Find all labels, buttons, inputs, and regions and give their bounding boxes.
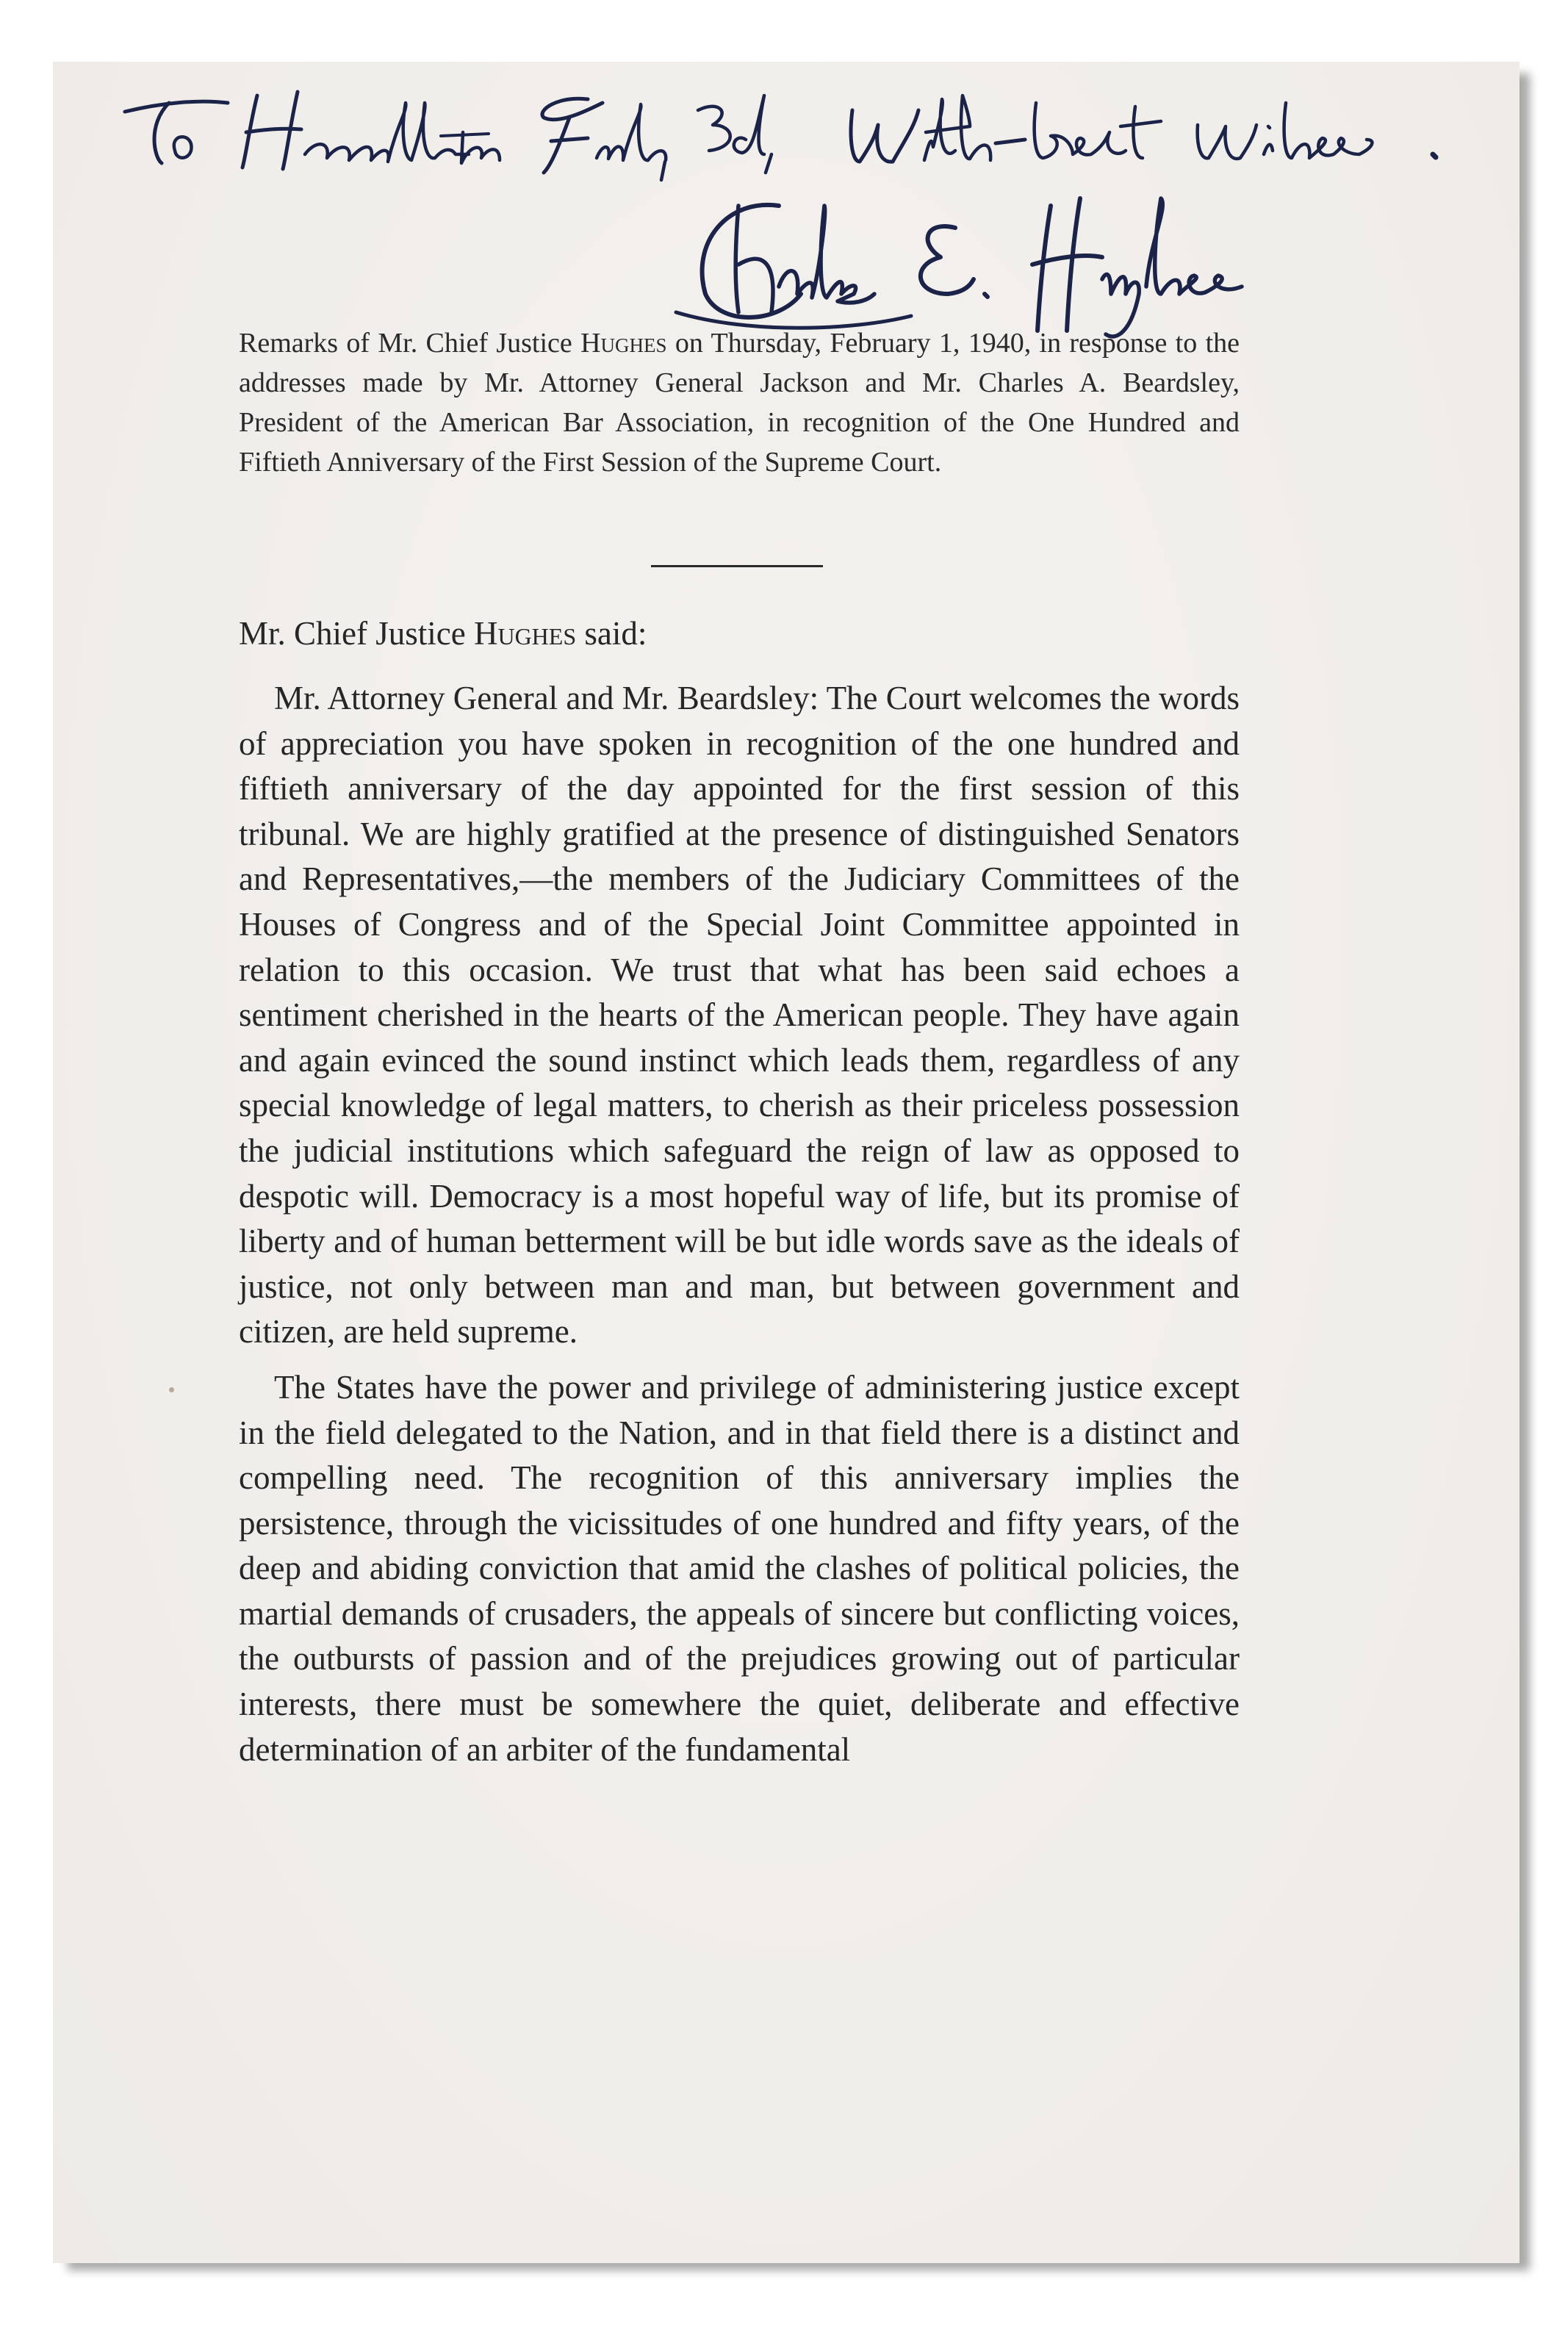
section-divider [651, 565, 823, 567]
paper-speck [169, 1387, 174, 1392]
speaker-name: Hughes [473, 615, 577, 652]
caption-line-1: Remarks of Mr. Chief Justice [239, 328, 572, 359]
body-text [239, 676, 1240, 1783]
speaker-line [239, 610, 1240, 657]
caption-line-2: on Thursday, February 1, 1940, in response to the addresses made by Mr. Attorney General Jackson and Mr. Charles A. Beardsley, President of the American Bar Association, in recognition of the One Hundred and Fiftieth Anniversary of the First Session of the Supreme Court. [239, 328, 1240, 478]
paragraph: Mr. Attorney General and Mr. Beardsley: The Court welcomes the words of appreciation you have spoken in recognition of the one hundred and fiftieth anniversary of the day appointed for the first session of this tribunal. We are highly gratified at the presence of distinguished Senators and Representatives,—the members of the Judiciary Committees of the Houses of Congress and of the Special Joint Committee appointed in relation to this occasion. We trust that what has been said echoes a sentiment cherished in the hearts of the American people. They have again and again evinced the sound instinct which leads them, regardless of any special knowledge of legal matters, to cherish as their priceless possession the judicial institutions which safeguard the reign of law as opposed to despotic will. Democracy is a most hopeful way of life, but its promise of liberty and of human betterment will be but idle words save as the ideals of justice, not only between man and man, but between government and citizen, are held supreme. [239, 680, 1240, 1351]
speaker-prefix: Mr. Chief Justice [239, 615, 466, 652]
handwritten-inscription [118, 81, 1455, 184]
caption [239, 323, 1240, 482]
caption-name: Hughes [580, 328, 667, 359]
paragraph: The States have the power and privilege of administering justice except in the field delegated to the Nation, and in that field there is a distinct and compelling need. The recognition of this anniversary implies the persistence, through the vicissitudes of one hundred and fifty years, of the deep and abiding conviction that amid the clashes of political policies, the martial demands of crusaders, the appeals of sincere but conflicting voices, the outbursts of passion and of the prejudices growing out of particular interests, there must be somewhere the quiet, deliberate and effective determination of an arbiter of the fundamental [239, 1368, 1240, 1768]
speaker-suffix: said: [584, 615, 647, 652]
